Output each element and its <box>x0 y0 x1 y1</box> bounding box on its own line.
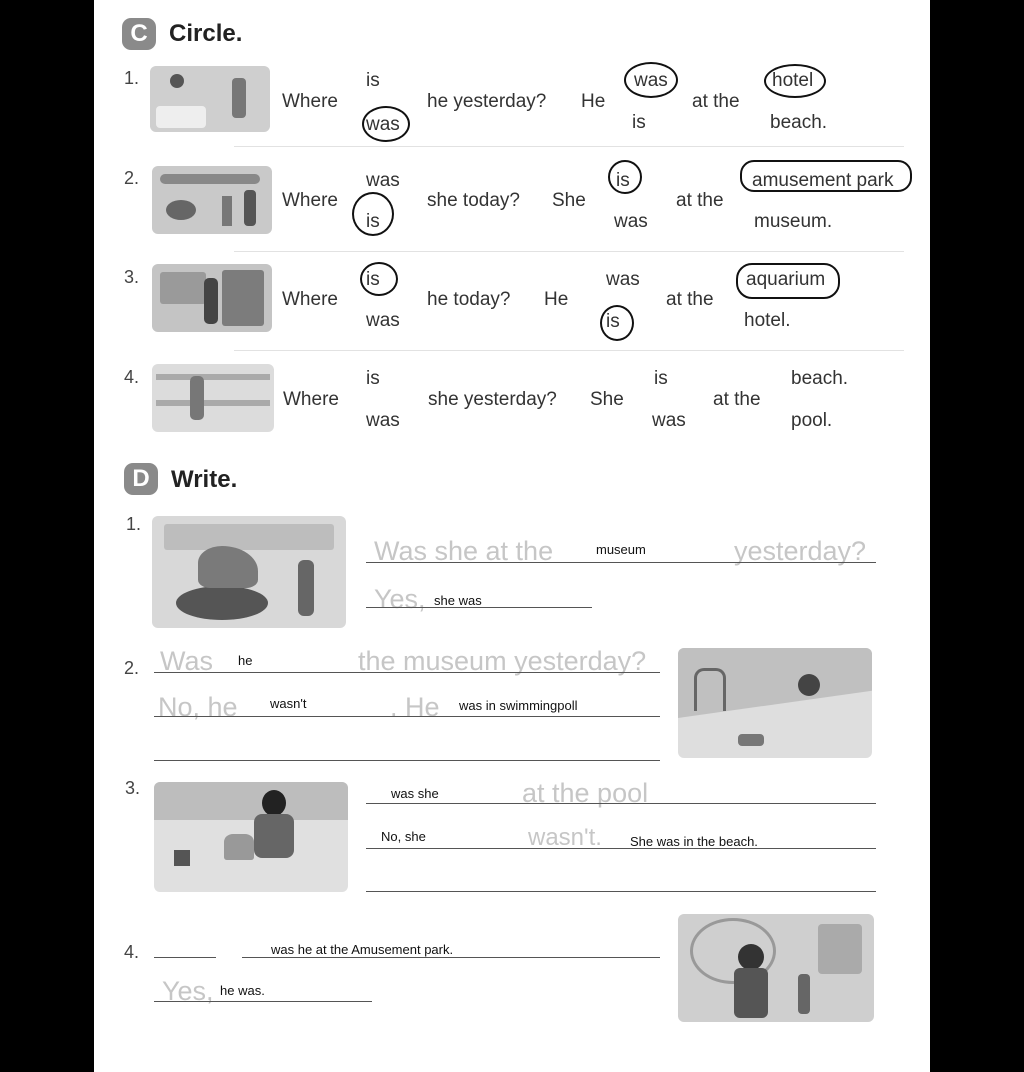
answer-text[interactable]: was he at the Amusement park. <box>271 942 454 957</box>
option-was[interactable]: was <box>366 410 400 431</box>
amusement-park-photo <box>678 914 874 1022</box>
option-hotel[interactable]: hotel. <box>744 310 791 331</box>
traced-text: Yes, <box>374 584 426 614</box>
swimming-pool-photo <box>678 648 872 758</box>
answer-text[interactable]: She was in the beach. <box>630 834 758 849</box>
writing-line <box>154 760 660 761</box>
writing-line <box>366 562 876 563</box>
circle-mark <box>764 64 826 98</box>
circle-mark <box>608 160 642 194</box>
option-amusement-park[interactable]: amusement park <box>752 170 894 191</box>
section-d-title: Write. <box>171 466 238 493</box>
option-hotel[interactable]: hotel <box>772 70 814 91</box>
question-text: she yesterday? <box>428 389 557 410</box>
where-label: Where <box>283 389 339 410</box>
question-text: he today? <box>427 289 511 310</box>
traced-text: yesterday? <box>734 536 867 566</box>
option-is[interactable]: is <box>366 269 380 290</box>
item-number: 2. <box>124 658 140 678</box>
answer-text[interactable]: museum <box>596 542 646 557</box>
pronoun-label: He <box>581 91 606 112</box>
at-the-label: at the <box>692 91 740 112</box>
traced-text: . He <box>390 692 440 722</box>
row-divider <box>234 146 904 147</box>
writing-line <box>366 891 876 892</box>
writing-line <box>366 848 876 849</box>
writing-line <box>366 607 592 608</box>
circle-mark <box>624 62 678 98</box>
traced-text: No, he <box>158 692 238 722</box>
circle-mark <box>360 262 398 296</box>
beach-photo <box>154 782 348 892</box>
answer-text[interactable]: wasn't <box>270 696 307 711</box>
at-the-label: at the <box>666 289 714 310</box>
writing-line <box>154 716 660 717</box>
item-number: 4. <box>124 367 140 387</box>
option-was[interactable]: was <box>366 170 400 191</box>
pronoun-label: She <box>590 389 624 410</box>
section-d-badge: D <box>124 463 158 495</box>
swimming-pool-photo <box>152 364 274 432</box>
writing-line <box>154 1001 372 1002</box>
option-was[interactable]: was <box>614 211 648 232</box>
where-label: Where <box>282 289 338 310</box>
answer-text[interactable]: was she <box>391 786 439 801</box>
traced-text: Was she at the <box>374 536 554 566</box>
question-text: he yesterday? <box>427 91 547 112</box>
circle-mark <box>362 106 410 142</box>
answer-text[interactable]: he <box>238 653 253 668</box>
item-number: 3. <box>124 267 140 287</box>
option-is[interactable]: is <box>606 311 620 332</box>
item-number: 4. <box>124 942 140 962</box>
dinosaur-museum-photo <box>152 516 346 628</box>
question-text: she today? <box>427 190 520 211</box>
traced-text: Was <box>160 646 213 676</box>
item-number: 3. <box>125 778 141 798</box>
answer-text[interactable]: she was <box>434 593 482 608</box>
option-was[interactable]: was <box>606 269 640 290</box>
circle-mark <box>600 305 634 341</box>
traced-text: wasn't. <box>528 824 602 851</box>
circle-mark <box>352 192 394 236</box>
writing-line <box>154 957 216 958</box>
pronoun-label: She <box>552 190 586 211</box>
option-beach[interactable]: beach. <box>791 368 849 389</box>
option-is[interactable]: is <box>366 211 380 232</box>
answer-text[interactable]: he was. <box>220 983 265 998</box>
at-the-label: at the <box>676 190 724 211</box>
traced-text: at the pool <box>522 778 649 808</box>
section-c-title: Circle. <box>169 20 243 47</box>
item-number: 1. <box>124 68 140 88</box>
option-beach[interactable]: beach. <box>770 112 828 133</box>
hotel-lobby-photo <box>150 66 270 132</box>
writing-line <box>366 803 876 804</box>
option-is[interactable]: is <box>616 170 630 191</box>
traced-text: Yes, <box>162 976 214 1006</box>
option-museum[interactable]: museum. <box>754 211 833 232</box>
answer-text[interactable]: No, she <box>381 829 426 844</box>
circle-mark <box>736 263 840 299</box>
option-was[interactable]: was <box>366 114 400 135</box>
amusement-park-photo <box>152 166 272 234</box>
pronoun-label: He <box>544 289 569 310</box>
row-divider <box>234 251 904 252</box>
traced-text: the museum yesterday? <box>358 646 647 676</box>
where-label: Where <box>282 190 338 211</box>
item-number: 2. <box>124 168 140 188</box>
item-number: 1. <box>126 514 142 534</box>
answer-text[interactable]: was in swimmingpoll <box>459 698 578 713</box>
where-label: Where <box>282 91 338 112</box>
section-c-badge: C <box>122 18 156 50</box>
option-was[interactable]: was <box>366 310 400 331</box>
option-was[interactable]: was <box>652 410 686 431</box>
option-was[interactable]: was <box>634 70 668 91</box>
writing-line <box>154 672 660 673</box>
at-the-label: at the <box>713 389 761 410</box>
option-pool[interactable]: pool. <box>791 410 833 431</box>
option-is[interactable]: is <box>632 112 646 133</box>
worksheet-page <box>94 0 930 1072</box>
writing-line <box>242 957 660 958</box>
circle-mark <box>740 160 912 192</box>
option-is[interactable]: is <box>366 368 380 389</box>
option-aquarium[interactable]: aquarium <box>746 269 826 290</box>
row-divider <box>234 350 904 351</box>
option-is[interactable]: is <box>366 70 380 91</box>
aquarium-photo <box>152 264 272 332</box>
option-is[interactable]: is <box>654 368 668 389</box>
